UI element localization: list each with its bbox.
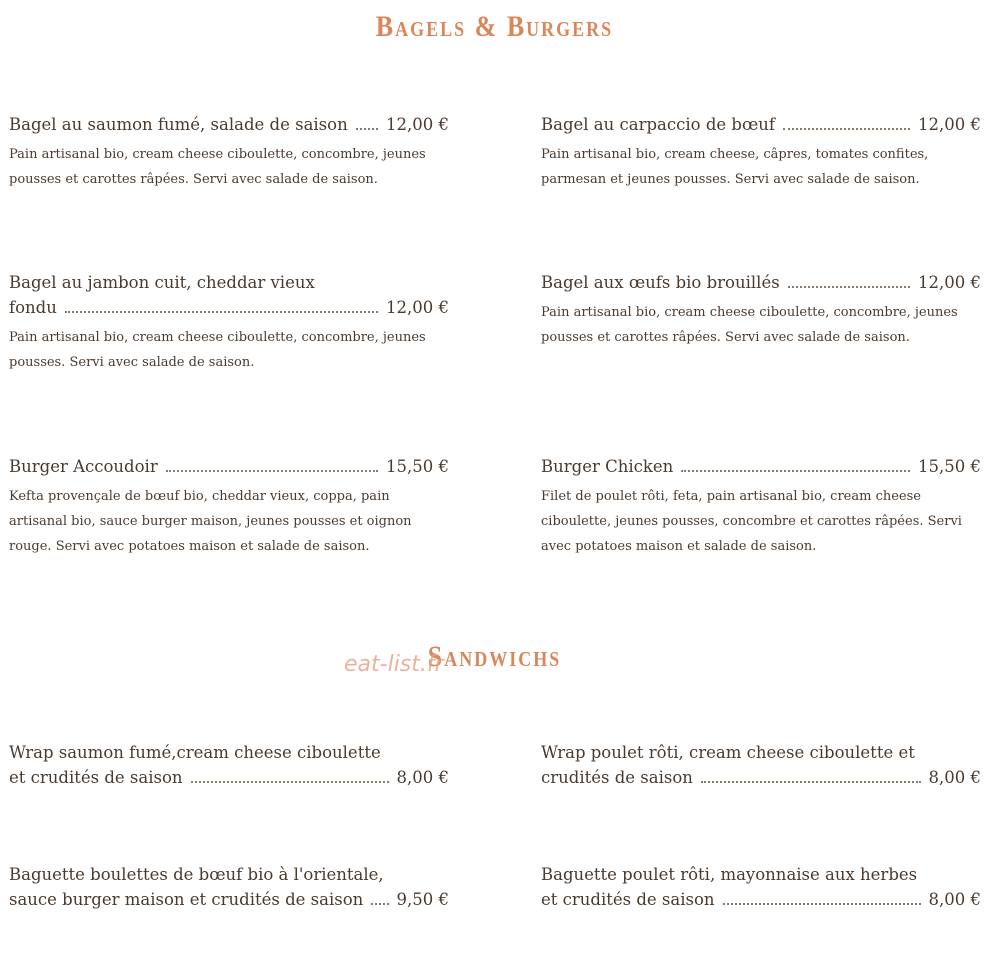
dot-leader (788, 286, 910, 288)
dot-leader (701, 781, 921, 783)
item-name-continued: sauce burger maison et crudités de saison (9, 890, 364, 909)
item-name: Bagel au jambon cuit, cheddar vieux (9, 273, 315, 292)
item-name-continued: et crudités de saison (9, 768, 183, 787)
item-price: 12,00 € (918, 273, 981, 292)
dot-leader (65, 311, 378, 313)
item-name: Burger Chicken (541, 457, 674, 476)
item-name: Bagel aux œufs bio brouillés (541, 273, 780, 292)
menu-item (541, 862, 981, 912)
dot-leader (356, 128, 378, 130)
item-price: 15,50 € (386, 457, 449, 476)
dot-leader (191, 781, 389, 783)
item-name: Baguette boulettes de bœuf bio à l'orientale, (9, 865, 384, 884)
dot-leader (166, 470, 378, 472)
menu-item (541, 454, 981, 559)
item-name: Bagel au carpaccio de bœuf (541, 115, 776, 134)
menu-item (9, 862, 449, 912)
item-name: Wrap poulet rôti, cream cheese ciboulette et (541, 743, 915, 762)
menu-item (541, 112, 981, 192)
item-description: Pain artisanal bio, cream cheese ciboulette, concombre, jeunes pousses. Servi avec salade de saison. (9, 330, 426, 370)
menu-item (541, 740, 981, 790)
section-title-sandwichs: Sandwichs (427, 639, 562, 674)
item-name: Bagel au saumon fumé, salade de saison (9, 115, 348, 134)
item-price: 12,00 € (386, 115, 449, 134)
item-price: 9,50 € (396, 890, 449, 909)
item-price: 8,00 € (928, 890, 981, 909)
item-name-continued: crudités de saison (541, 768, 693, 787)
dot-leader (723, 903, 921, 905)
watermark: eat-list.fr (344, 652, 444, 677)
menu-item (9, 270, 449, 375)
item-price: 8,00 € (396, 768, 449, 787)
menu-item (541, 270, 981, 350)
item-price: 15,50 € (918, 457, 981, 476)
dot-leader (783, 128, 910, 130)
item-description: Kefta provençale de bœuf bio, cheddar vieux, coppa, pain artisanal bio, sauce burger maison, jeunes pousses et oignon rouge. Servi avec potatoes maison et salade de saison. (9, 489, 412, 554)
menu-item (9, 740, 449, 790)
item-name: Baguette poulet rôti, mayonnaise aux herbes (541, 865, 918, 884)
item-name: Burger Accoudoir (9, 457, 158, 476)
item-price: 12,00 € (918, 115, 981, 134)
item-description: Pain artisanal bio, cream cheese ciboulette, concombre, jeunes pousses et carottes râpées. Servi avec salade de saison. (541, 305, 958, 345)
menu-item (9, 112, 449, 192)
item-description: Filet de poulet rôti, feta, pain artisanal bio, cream cheese ciboulette, jeunes pousses, concombre et carottes râpées. Servi avec potatoes maison et salade de saison. (541, 489, 962, 554)
dot-leader (371, 903, 388, 905)
item-name-continued: fondu (9, 298, 57, 317)
dot-leader (681, 470, 910, 472)
menu-item (9, 454, 449, 559)
item-name: Wrap saumon fumé,cream cheese ciboulette (9, 743, 381, 762)
item-price: 12,00 € (386, 298, 449, 317)
item-name-continued: et crudités de saison (541, 890, 715, 909)
section-title-bagels-burgers: Bagels & Burgers (375, 9, 614, 44)
item-description: Pain artisanal bio, cream cheese, câpres, tomates confites, parmesan et jeunes pousses. Servi avec salade de saison. (541, 147, 929, 187)
item-description: Pain artisanal bio, cream cheese ciboulette, concombre, jeunes pousses et carottes râpées. Servi avec salade de saison. (9, 147, 426, 187)
item-price: 8,00 € (928, 768, 981, 787)
